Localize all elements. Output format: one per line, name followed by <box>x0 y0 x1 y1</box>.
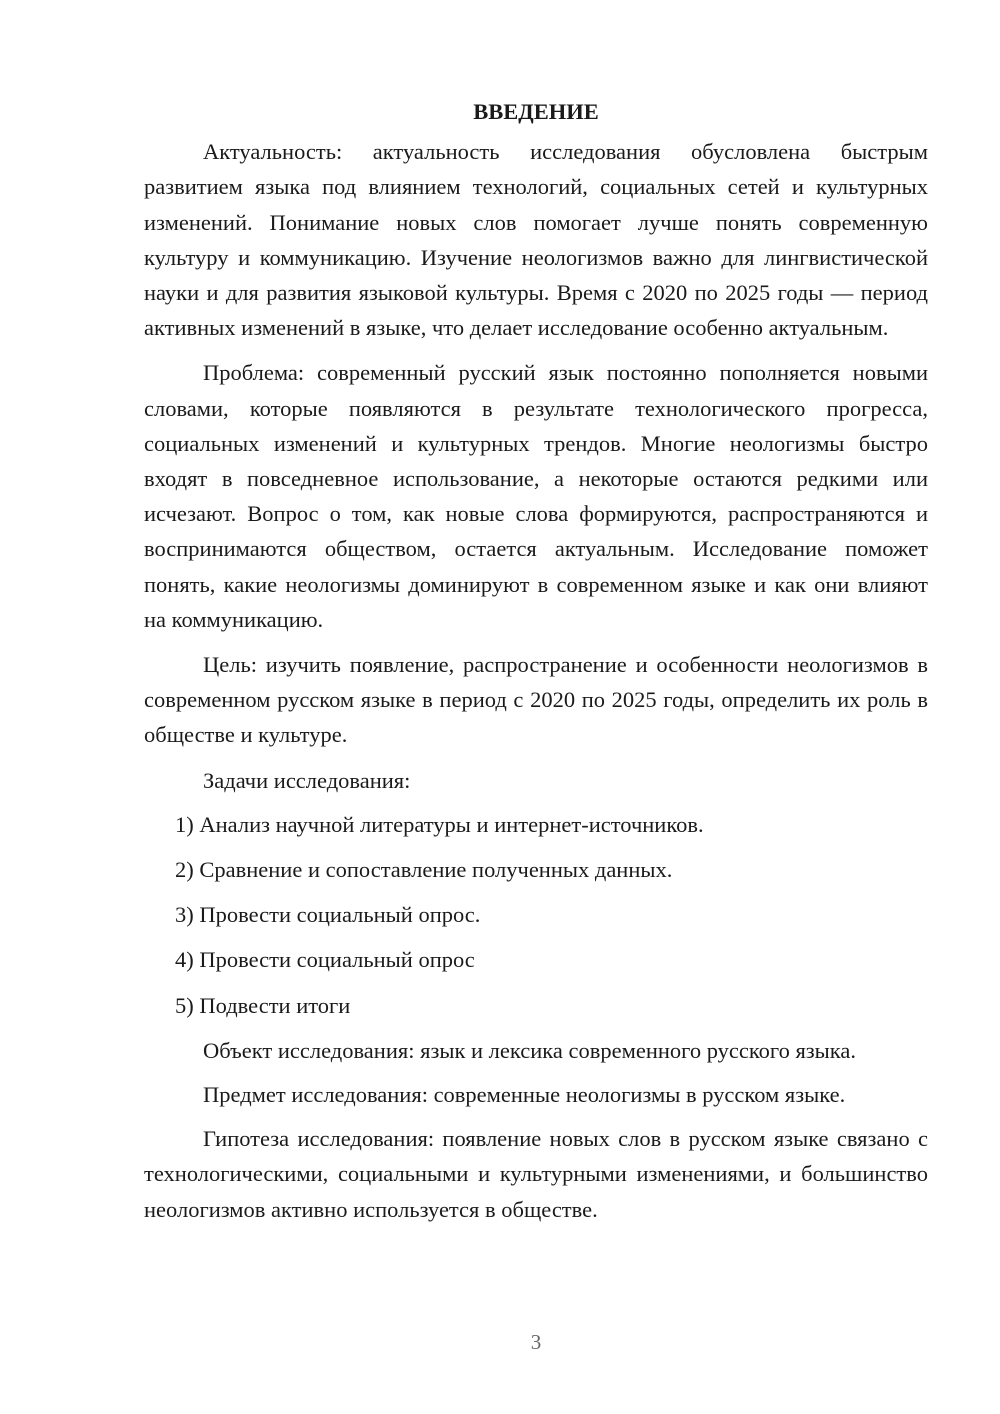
task-item: 3) Провести социальный опрос. <box>175 902 481 928</box>
page-content <box>144 94 928 1237</box>
relevance-paragraph: Актуальность: актуальность исследования обусловлена быстрым развитием языка под влиянием технологий, социальных сетей и культурных изменений. Понимание новых слов помогает лучше понять современную культуру и коммуникацию. Изучение неологизмов важно для лингвистической науки и для развития языковой культуры. Время с 2020 по 2025 годы — период активных изменений в языке, что делает исследование особенно актуальным. <box>144 139 928 341</box>
tasks-heading: Задачи исследования: <box>203 767 411 793</box>
hypothesis-paragraph: Гипотеза исследования: появление новых слов в русском языке связано с технологическими, социальными и культурными изменениями, и большинство неологизмов активно используется в обществе. <box>144 1126 928 1222</box>
problem-paragraph: Проблема: современный русский язык постоянно пополняется новыми словами, которые появляются в результате технологического прогресса, социальных изменений и культурных трендов. Многие неологизмы быстро входят в повседневное использование, а некоторые остаются редкими или исчезают. Вопрос о том, как новые слова формируются, распространяются и воспринимаются обществом, остается актуальным. Исследование поможет понять, какие неологизмы доминируют в современном языке и как они влияют на коммуникацию. <box>144 360 928 632</box>
task-item: 2) Сравнение и сопоставление полученных данных. <box>175 857 673 883</box>
goal-paragraph: Цель: изучить появление, распространение и особенности неологизмов в современном русском языке в период с 2020 по 2025 годы, определить их роль в обществе и культуре. <box>144 652 928 748</box>
object-paragraph: Объект исследования: язык и лексика современного русского языка. <box>203 1037 857 1063</box>
subject-paragraph: Предмет исследования: современные неологизмы в русском языке. <box>203 1082 846 1108</box>
task-item: 1) Анализ научной литературы и интернет-источников. <box>175 811 704 837</box>
task-item: 4) Провести социальный опрос <box>175 947 475 973</box>
section-title: ВВЕДЕНИЕ <box>473 99 599 124</box>
page-number: 3 <box>530 1330 542 1354</box>
task-item: 5) Подвести итоги <box>175 992 351 1018</box>
tasks-list <box>144 807 928 1023</box>
